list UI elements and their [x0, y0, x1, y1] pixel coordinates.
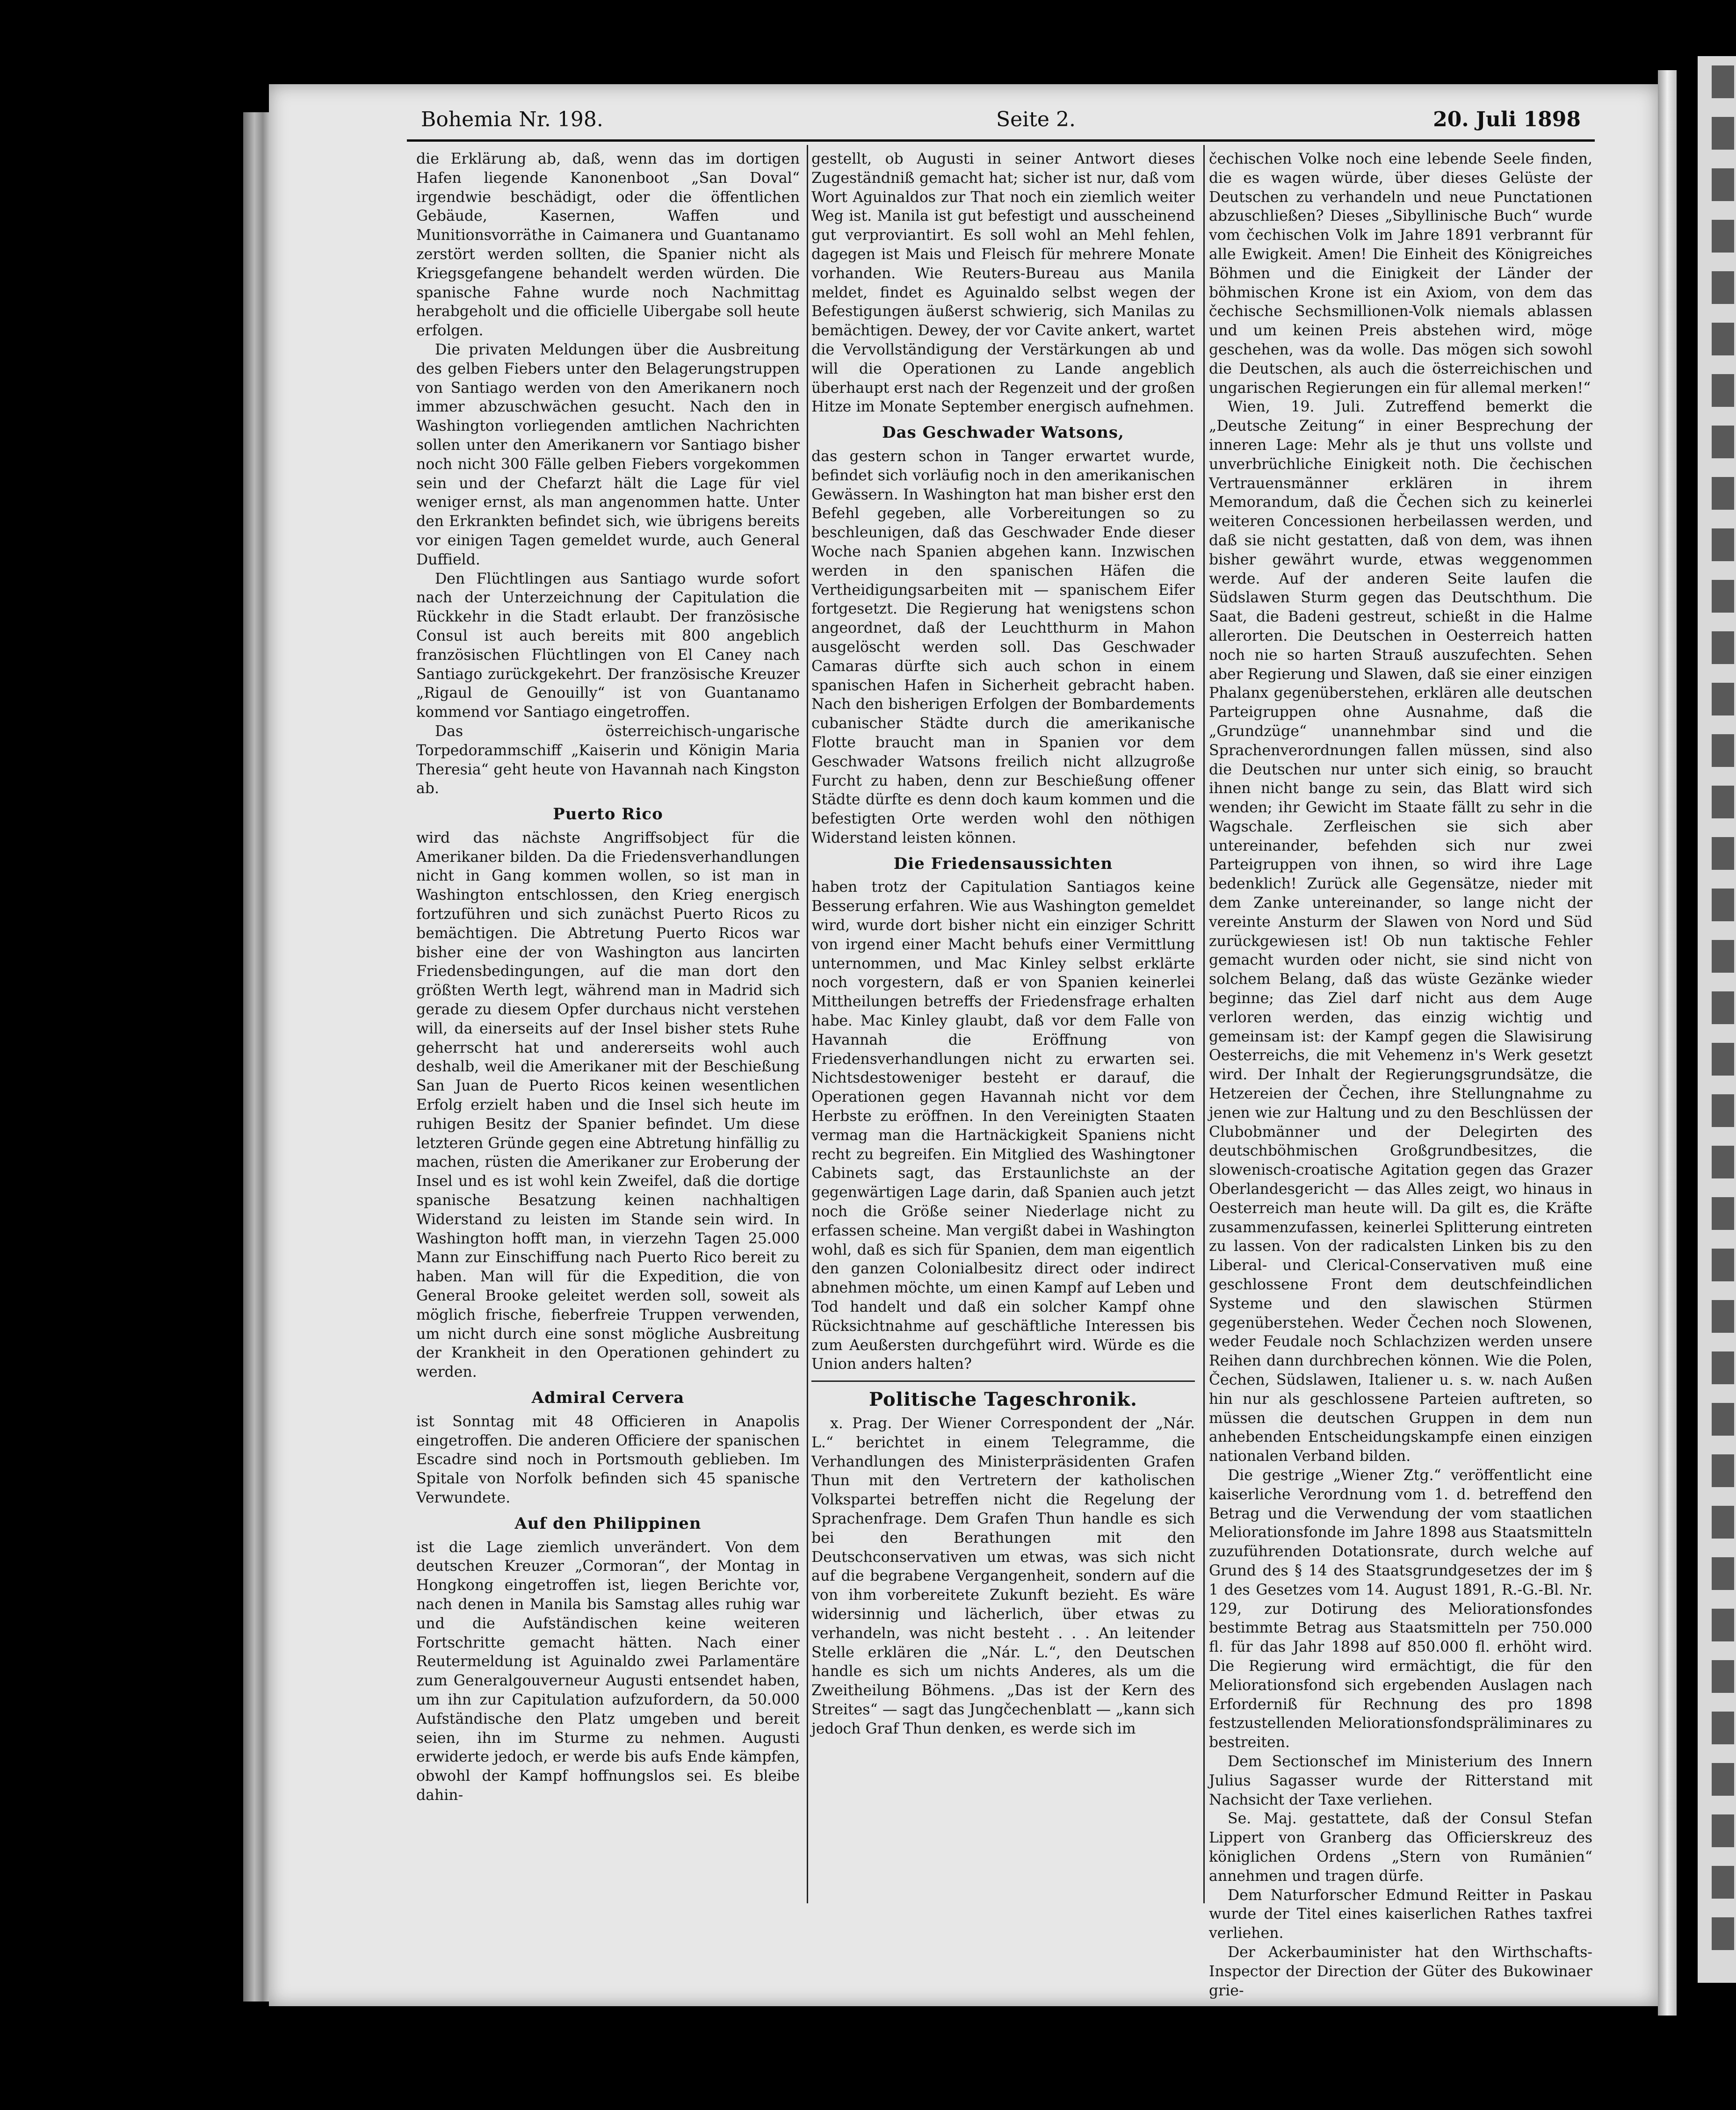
article-paragraph: čechischen Volke noch eine lebende Seele finden, die es wagen würde, über dieses Gelüste der Deutschen zu verhandeln und neue Punctationen abzuschließen? Dieses „Sibyllinische Buch“ wurde vom čechischen Volk im Jahre 1891 verbrannt für alle Ewigkeit. Amen! Die Einheit des Königreiches Böhmen und die Einigkeit der Länder der böhmischen Krone ist ein Axiom, von dem das čechische Sechsmillionen-Volk niemals ablassen und um keinen Preis abstehen wird, möge geschehen, was da wolle. Das mögen sich sowohl die Deutschen, als auch die österreichischen und ungarischen Regierungen ein für allemal merken!“ — [1209, 151, 1592, 397]
article-paragraph: Dem Naturforscher Edmund Reitter in Paskau wurde der Titel eines kaiserlichen Rathes taxfrei verliehen. — [1209, 1886, 1592, 1942]
column-divider-1 — [807, 145, 808, 1903]
section-heading-geschwader-watsons: Das Geschwader Watsons, — [882, 423, 1124, 442]
article-paragraph: haben trotz der Capitulation Santiagos keine Besserung erfahren. Wie aus Washington gemeldet wird, wurde dort bisher nicht ein einziger Schritt von irgend einer Macht behufs einer Vermittlung unternommen, und Mac Kinley selbst erklärte noch vorgestern, daß er von Spanien keinerlei Mittheilungen betreffs der Friedensfrage erhalten habe. Mac Kinley glaubt, daß vor dem Falle von Havannah die Eröffnung von Friedensverhandlungen nicht zu erwarten sei. Nichtsdestoweniger besteht er darauf, die Operationen gegen Havannah nicht vor dem Herbste zu eröffnen. In den Vereinigten Staaten vermag man die Hartnäckigkeit Spaniens nicht recht zu begreifen. Ein Mitglied des Washingtoner Cabinets sagt, das Erstaunlichste an der gegenwärtigen Lage darin, daß Spanien auch jetzt noch die Größe seiner Niederlage nicht zu erfassen scheine. Man vergißt dabei in Washington wohl, daß es sich für Spanien, dem man eigentlich den ganzen Colonialbesitz direct oder indirect abnehmen möchte, um einen Kampf auf Leben und Tod handelt und daß ein solcher Kampf ohne Rücksichtnahme auf geschäftliche Interessen bis zum Aeußersten durchgeführt wird. Würde es die Union anders halten? — [811, 879, 1195, 1373]
section-heading-admiral-cervera: Admiral Cervera — [531, 1388, 685, 1407]
section-heading-politische-tageschronik: Politische Tageschronik. — [869, 1388, 1137, 1411]
article-paragraph: Dem Sectionschef im Ministerium des Innern Julius Sagasser wurde der Ritterstand mit Nachsicht der Taxe verliehen. — [1209, 1753, 1592, 1808]
article-paragraph: Die privaten Meldungen über die Ausbreitung des gelben Fiebers unter den Belagerungstruppen von Santiago werden von den Amerikanern noch immer abzuschwächen gesucht. Nach den in Washington vorliegenden amtlichen Nachrichten sollen unter den Amerikanern vor Santiago bisher noch nicht 300 Fälle gelben Fiebers vorgekommen sein und der Chefarzt hält die Lage für viel weniger ernst, als man angenommen hatte. Unter den Erkrankten befindet sich, wie übrigens bereits vor einigen Tagen gemeldet wurde, auch General Duffield. — [416, 341, 800, 568]
column-divider-2 — [1203, 145, 1205, 1903]
column-1 — [416, 150, 800, 1805]
column-2 — [811, 150, 1195, 1739]
article-paragraph: wird das nächste Angriffsobject für die Amerikaner bilden. Da die Friedensverhandlungen nicht in Gang kommen wollen, so ist man in Washington entschlossen, den Krieg energisch fortzuführen und sich zunächst Puerto Ricos zu bemächtigen. Die Abtretung Puerto Ricos war bisher eine der von Washington aus lancirten Friedensbedingungen, auf die man dort den größten Werth legt, während man in Madrid sich gerade zu diesem Opfer durchaus nicht verstehen will, da einerseits auf der Insel bisher stets Ruhe geherrscht hat und andererseits wohl auch deshalb, weil die Amerikaner mit der Beschießung San Juan de Puerto Ricos keinen wesentlichen Erfolg erzielt haben und die Insel sich heute im ruhigen Besitz der Spanier befindet. Um diese letzteren Gründe gegen eine Abtretung hinfällig zu machen, rüsten die Amerikaner zur Eroberung der Insel und es ist wohl kein Zweifel, daß die dortige spanische Besatzung keinen nachhaltigen Widerstand zu leisten im Stande sein wird. In Washington hofft man, in vierzehn Tagen 25.000 Mann zur Einschiffung nach Puerto Rico bereit zu haben. Man will für die Expedition, die von General Brooke geleitet werden soll, soweit als möglich frische, fieberfreie Truppen verwenden, um nicht durch eine sonst mögliche Ausbreitung der Krankheit in den Operationen gehindert zu werden. — [416, 829, 800, 1381]
article-paragraph: das gestern schon in Tanger erwartet wurde, befindet sich vorläufig noch in den amerikanischen Gewässern. In Washington hat man bisher erst den Befehl gegeben, alle Vorbereitungen so zu beschleunigen, daß das Geschwader Ende dieser Woche nach Spanien abgehen kann. Inzwischen werden in den spanischen Häfen die Vertheidigungsarbeiten mit — spanischem Eifer fortgesetzt. Die Regierung hat wenigstens schon angeordnet, daß der Leuchtthurm in Mahon ausgelöscht werden soll. Das Geschwader Camaras dürfte sich auch schon in einem spanischen Hafen in Sicherheit gebracht haben. Nach den bisherigen Erfolgen der Bombardements cubanischer Städte durch die amerikanische Flotte braucht man in Spanien vor dem Geschwader Watsons freilich nicht allzugroße Furcht zu haben, denn zur Beschießung offener Städte dürfte es denn doch kaum kommen und die befestigten Orte werden wohl den nöthigen Widerstand leisten können. — [811, 448, 1195, 846]
book-spine-edge — [243, 112, 271, 2002]
article-paragraph: Se. Maj. gestattete, daß der Consul Stefan Lippert von Granberg das Officierskreuz des königlichen Ordens „Stern von Rumänien“ annehmen und tragen dürfe. — [1209, 1810, 1592, 1885]
article-paragraph: gestellt, ob Augusti in seiner Antwort dieses Zugeständniß gemacht hat; sicher ist nur, daß vom Wort Aguinaldos zur That noch ein ziemlich weiter Weg ist. Manila ist gut befestigt und ausscheinend gut verproviantirt. Es soll wohl an Mehl fehlen, dagegen ist Mais und Fleisch für mehrere Monate vorhanden. Wie Reuters-Bureau aus Manila meldet, findet es Aguinaldo selbst wegen der Befestigungen äußerst schwierig, sich Manilas zu bemächtigen. Dewey, der vor Cavite ankert, wartet die Vervollständigung der Verstärkungen ab und will die Operationen zu Lande angeblich überhaupt erst nach der Regenzeit und der großen Hitze im Monate September energisch aufnehmen. — [811, 151, 1195, 416]
section-heading-philippinen: Auf den Philippinen — [514, 1514, 702, 1533]
article-paragraph: Die gestrige „Wiener Ztg.“ veröffentlicht eine kaiserliche Verordnung vom 1. d. betreffend den Betrag und die Verwendung der vom staatlichen Meliorationsfonde im Jahre 1898 aus Staatsmitteln zuzuführenden Dotationsrate, durch welche auf Grund des § 14 des Staatsgrundgesetzes der im § 1 des Gesetzes vom 14. August 1891, R.-G.-Bl. Nr. 129, zur Dotirung des Meliorationsfondes bestimmte Betrag aus Staatsmitteln per 750.000 fl. für das Jahr 1898 auf 850.000 fl. erhöht wird. Die Regierung wird ermächtigt, die für den Meliorationsfond sich ergebenden Auslagen nach Erforderniß für Rechnung des pro 1898 festzustellenden Meliorationsfondspräliminares zu bestreiten. — [1209, 1467, 1592, 1751]
article-paragraph: Das österreichisch-ungarische Torpedorammschiff „Kaiserin und Königin Maria Theresia“ geht heute von Havannah nach Kingston ab. — [416, 723, 800, 797]
page-right-edge — [1658, 70, 1677, 2016]
column-3 — [1209, 150, 1592, 2000]
section-heading-puerto-rico: Puerto Rico — [553, 805, 663, 824]
header-rule — [407, 139, 1595, 142]
header-date: 20. Juli 1898 — [1433, 108, 1581, 131]
header-page-number: Seite 2. — [996, 108, 1076, 131]
section-heading-friedensaussichten: Die Friedensaussichten — [893, 854, 1113, 873]
article-paragraph: Den Flüchtlingen aus Santiago wurde sofort nach der Unterzeichnung der Capitulation die Rückkehr in die Stadt erlaubt. Der französische Consul ist auch bereits mit 800 angeblich französischen Flüchtlingen von El Caney nach Santiago zurückgekehrt. Der französische Kreuzer „Rigaul de Genouilly“ ist von Guantanamo kommend vor Santiago eingetroffen. — [416, 570, 800, 721]
article-paragraph: die Erklärung ab, daß, wenn das im dortigen Hafen liegende Kanonenboot „San Doval“ irgendwie beschädigt, oder die öffentlichen Gebäude, Kasernen, Waffen und Munitionsvorräthe in Caimanera und Guantanamo zerstört werden sollten, die Spanier nicht als Kriegsgefangene behandelt werden würden. Die spanische Fahne wurde noch Nachmittag herabgeholt und die officielle Uibergabe soll heute erfolgen. — [416, 151, 800, 340]
article-paragraph: Der Ackerbauminister hat den Wirthschafts-Inspector der Direction der Güter des Bukowinaer grie- — [1209, 1944, 1592, 1999]
adjacent-page-text — [1712, 65, 1734, 1955]
article-paragraph: x. Prag. Der Wiener Correspondent der „Nár. L.“ berichtet in einem Telegramme, die Verhandlungen des Ministerpräsidenten Grafen Thun mit den Vertretern der katholischen Volkspartei betreffen nicht die Regelung der Sprachenfrage. Dem Grafen Thun handle es sich bei den Berathungen mit den Deutschconservativen um etwas, was sich nicht auf die begrabene Vergangenheit, sondern auf die von ihm vorbereitete Zukunft bezieht. Es wäre widersinnig und lächerlich, über etwas zu verhandeln, was nicht besteht . . . An leitender Stelle erklären die „Nár. L.“, den Deutschen handle es sich um nichts Anderes, als um die Zweitheilung Böhmens. „Das ist der Kern des Streites“ — sagt das Jungčechenblatt — „kann sich jedoch Graf Thun denken, es werde sich im — [811, 1415, 1195, 1737]
section-rule — [811, 1380, 1195, 1382]
article-paragraph: ist die Lage ziemlich unverändert. Von dem deutschen Kreuzer „Cormoran“, der Montag in Hongkong eingetroffen ist, liegen Berichte vor, nach denen in Manila bis Samstag alles ruhig war und die Aufständischen keine weiteren Fortschritte gemacht hätten. Nach einer Reutermeldung ist Aguinaldo zwei Parlamentäre zum Generalgouverneur Augusti entsendet haben, um ihn zur Capitulation aufzufordern, da 50.000 Aufständische den Platz umgeben und bereit seien, ihn im Sturme zu nehmen. Augusti erwiderte jedoch, er werde bis aufs Ende kämpfen, obwohl der Kampf hoffnungslos sei. Es bleibe dahin- — [416, 1539, 800, 1804]
header-masthead: Bohemia Nr. 198. — [421, 108, 603, 131]
article-paragraph: Wien, 19. Juli. Zutreffend bemerkt die „Deutsche Zeitung“ in einer Besprechung der inneren Lage: Mehr als je thut uns vollste und unverbrüchliche Einigkeit noth. Die čechischen Vertrauensmänner erklären in ihrem Memorandum, daß die Čechen sich zu keinerlei weiteren Concessionen herbeilassen werden, und daß sie nicht gestatten, daß von dem, was ihnen bisher gewährt wurde, etwas weggenommen werde. Auf der anderen Seite laufen die Südslawen Sturm gegen das Deutschthum. Die Saat, die Badeni gestreut, schießt in die Halme allerorten. Die Deutschen in Oesterreich hatten noch nie so harten Strauß auszufechten. Sehen aber Regierung und Slawen, daß sie einer einzigen Phalanx gegenüberstehen, erklären alle deutschen Parteigruppen ohne Ausnahme, daß die „Grundzüge“ unannehmbar sind und die Sprachenverordnungen fallen müssen, sind also die Deutschen nur unter sich einig, so braucht ihnen nicht bange zu sein, das Blatt wird sich wenden; ihr Gewicht im Staate fällt zu sehr in die Wagschale. Zerfleischen sie sich aber untereinander, befehden sich nur zwei Parteigruppen von ihnen, so wird ihre Lage bedenklich! Zurück alle Gegensätze, nieder mit dem Zanke untereinander, so lange nicht der vereinte Ansturm der Slawen von Nord und Süd zurückgewiesen ist! Ob nun taktische Fehler gemacht wurden oder nicht, sie sind nicht von solchem Belang, daß das wüste Gezänke wieder beginne; das Ziel darf nicht aus dem Auge verloren werden, das einzig wichtig und gemeinsam ist: der Kampf gegen die Slawisirung Oesterreichs, die mit Vehemenz in's Werk gesetzt wird. Der Inhalt der Regierungsgrundsätze, die Hetzereien der Čechen, ihre Stellungnahme zu jenen wie zur Haltung und zu den Beschlüssen der Clubobmänner und der Delegirten des deutschböhmischen Großgrundbesitzes, die slowenisch-croatische Agitation gegen das Grazer Oberlandesgericht — das Alles zeigt, wo hinaus in Oesterreich man heute will. Da gilt es, die Kräfte zusammenzufassen, keinerlei Splitterung eintreten zu lassen. Von der radicalsten Linken bis zu den Liberal- und Clerical-Conservativen muß eine geschlossene Front dem deutschfeindlichen Systeme und den slawischen Stürmen gegenüberstehen. Weder Čechen noch Slowenen, weder Feudale noch Schlachzizen werden unsere Reihen dann durchbrechen können. Wie die Polen, Čechen, Südslawen, Italiener u. s. w. nach Außen hin nur als geschlossene Parteien auftreten, so müssen die deutschen Gruppen in dem nun anhebenden Entscheidungskampfe einen einzigen nationalen Verband bilden. — [1209, 398, 1592, 1465]
page-header — [421, 108, 1581, 136]
article-paragraph: ist Sonntag mit 48 Officieren in Anapolis eingetroffen. Die anderen Officiere der spanischen Escadre sind noch in Portsmouth geblieben. Im Spitale von Norfolk befinden sich 45 spanische Verwundete. — [416, 1413, 800, 1506]
